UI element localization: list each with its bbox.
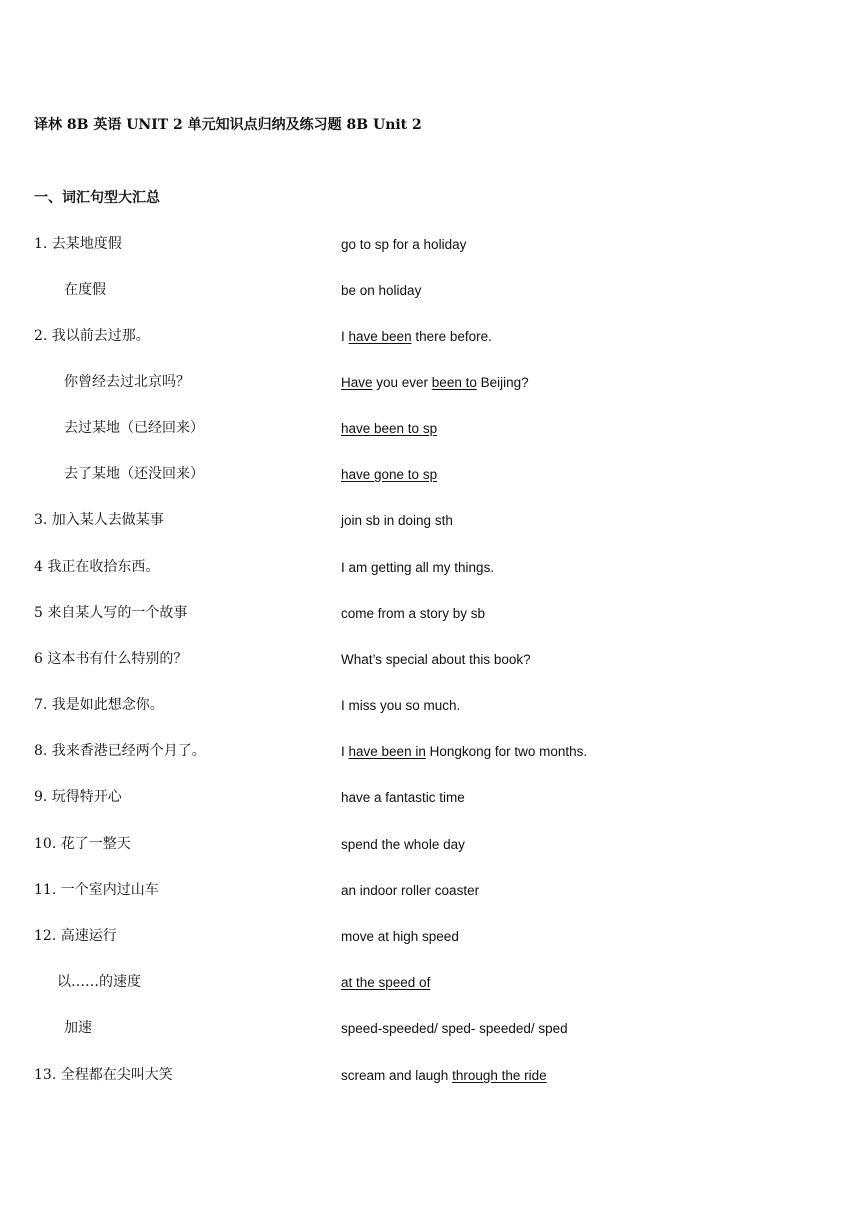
underlined-phrase-segment: been to [431,375,477,390]
phrase-segment: join sb in doing sth [341,513,453,528]
section-heading: 一、词汇句型大汇总 [34,190,160,206]
underlined-phrase-segment: have been [348,329,412,344]
chinese-phrase: 10. 花了一整天 [34,836,131,852]
phrase-segment: move at high speed [341,929,459,944]
chinese-phrase: 12. 高速运行 [34,928,117,944]
list-item [0,602,860,626]
list-item [0,509,860,533]
underlined-phrase-segment: through the ride [452,1068,547,1083]
document-title: 译林 8B 英语 UNIT 2 单元知识点归纳及练习题 8B Unit 2 [34,117,422,133]
list-item [0,417,860,441]
chinese-phrase: 7. 我是如此想念你。 [34,697,164,713]
chinese-phrase: 在度假 [64,282,106,298]
phrase-segment: Hongkong for two months. [425,744,588,759]
chinese-phrase: 9. 玩得特开心 [34,789,122,805]
list-item [0,925,860,949]
phrase-segment: an indoor roller coaster [341,883,480,898]
list-item [0,1064,860,1088]
english-phrase [341,926,459,948]
english-phrase [341,464,437,486]
list-item [0,740,860,764]
list-item [0,786,860,810]
phrase-segment: come from a story by sb [341,606,486,621]
phrase-segment: go to sp for a holiday [341,237,467,252]
phrase-segment: What’s special about this book? [341,652,531,667]
phrase-segment: spend the whole day [341,837,465,852]
phrase-segment: I [341,329,349,344]
english-phrase [341,1018,568,1040]
phrase-segment: have a fantastic time [341,790,465,805]
english-phrase [341,695,460,717]
chinese-phrase: 以……的速度 [57,974,141,990]
english-phrase [341,418,437,440]
list-item [0,325,860,349]
english-phrase [341,834,465,856]
chinese-phrase: 你曾经去过北京吗？ [64,374,190,390]
list-item [0,648,860,672]
underlined-phrase-segment: have gone to sp [341,467,438,482]
english-phrase [341,557,494,579]
list-item [0,279,860,303]
chinese-phrase: 4 我正在收拾东西。 [34,559,160,575]
english-phrase [341,972,430,994]
chinese-phrase: 11. 一个室内过山车 [34,882,159,898]
english-phrase [341,372,529,394]
phrase-segment: speed-speeded/ sped- speeded/ sped [341,1021,568,1036]
phrase-segment: you ever [372,375,432,390]
chinese-phrase: 5 来自某人写的一个故事 [34,605,188,621]
english-phrase [341,741,587,763]
list-item [0,463,860,487]
phrase-segment: I am getting all my things. [341,560,495,575]
chinese-phrase: 1. 去某地度假 [34,236,122,252]
underlined-phrase-segment: have been to sp [341,421,438,436]
list-item [0,371,860,395]
chinese-phrase: 去过某地（已经回来） [64,420,204,436]
phrase-segment: I [341,744,349,759]
phrase-segment: I miss you so much. [341,698,461,713]
list-item [0,694,860,718]
phrase-segment: Beijing? [476,375,529,390]
list-item [0,833,860,857]
english-phrase [341,326,492,348]
chinese-phrase: 13. 全程都在尖叫大笑 [34,1067,173,1083]
underlined-phrase-segment: have been in [348,744,426,759]
english-phrase [341,880,479,902]
underlined-phrase-segment: at the speed of [341,975,431,990]
english-phrase [341,787,465,809]
english-phrase [341,649,531,671]
list-item [0,556,860,580]
english-phrase [341,234,466,256]
list-item [0,233,860,257]
english-phrase [341,280,421,302]
chinese-phrase: 加速 [64,1020,92,1036]
chinese-phrase: 6 这本书有什么特别的？ [34,651,188,667]
english-phrase [341,1065,547,1087]
chinese-phrase: 去了某地（还没回来） [64,466,204,482]
list-item [0,879,860,903]
chinese-phrase: 8. 我来香港已经两个月了。 [34,743,206,759]
phrase-segment: scream and laugh [341,1068,453,1083]
chinese-phrase: 2. 我以前去过那。 [34,328,150,344]
chinese-phrase: 3. 加入某人去做某事 [34,512,164,528]
list-item [0,1017,860,1041]
phrase-segment: be on holiday [341,283,422,298]
english-phrase [341,510,453,532]
underlined-phrase-segment: Have [341,375,373,390]
english-phrase [341,603,485,625]
phrase-segment: there before. [411,329,492,344]
list-item [0,971,860,995]
